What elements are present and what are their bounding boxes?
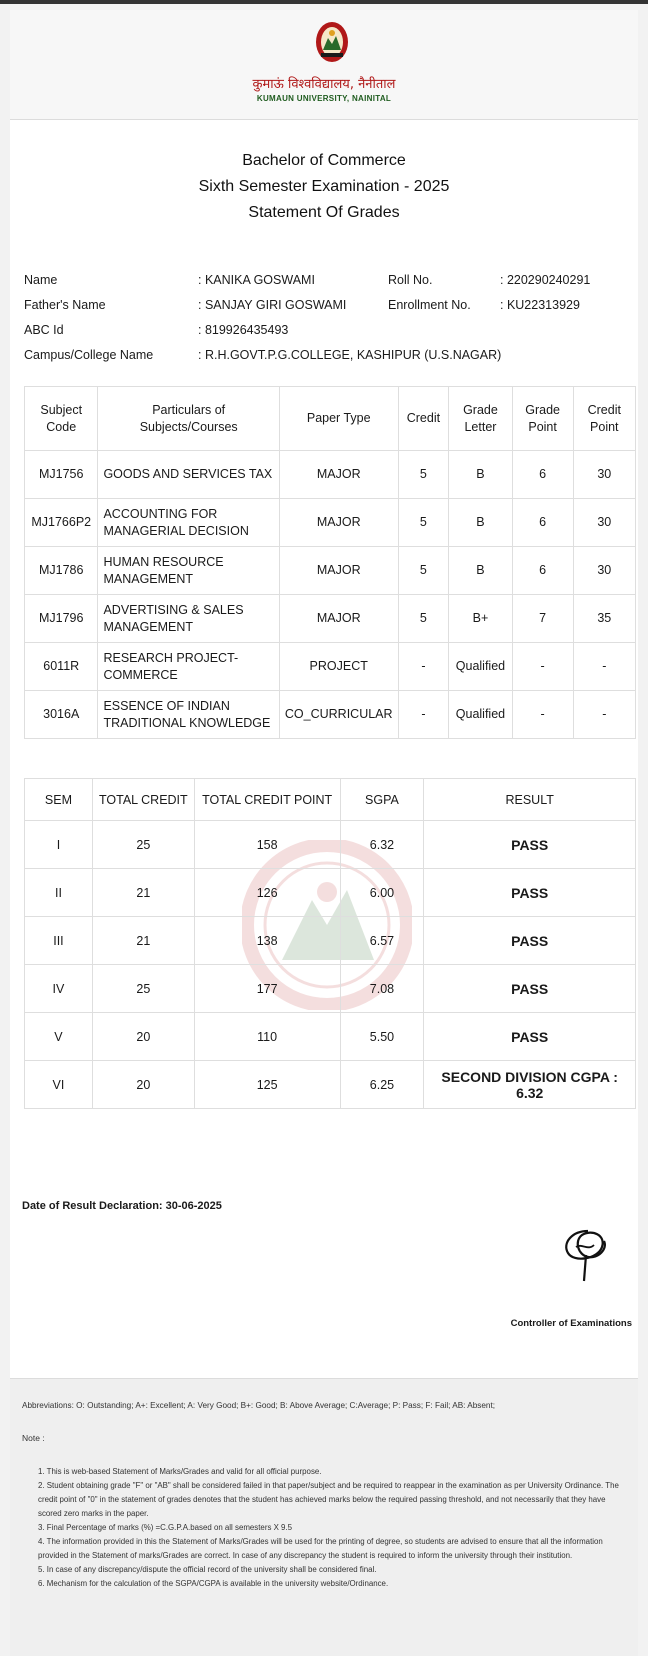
grade-letter: B (449, 451, 512, 499)
paper-type: MAJOR (279, 595, 398, 643)
header-sem: SEM (25, 779, 93, 821)
sgpa: 5.50 (340, 1013, 424, 1061)
result: PASS (424, 917, 636, 965)
semester: I (25, 821, 93, 869)
header-result: RESULT (424, 779, 636, 821)
university-logo-icon (314, 20, 350, 64)
credit: 5 (398, 595, 449, 643)
table-row (25, 691, 636, 739)
grade-point: 6 (512, 451, 573, 499)
semester: V (25, 1013, 93, 1061)
result: PASS (424, 869, 636, 917)
list-item: 3. Final Percentage of marks (%) =C.G.P.A.based on all semesters X 9.5 (38, 1523, 293, 1532)
grade-point: - (512, 691, 573, 739)
total-credit: 25 (92, 821, 194, 869)
header-credit-point: Credit Point (573, 387, 635, 451)
credit-point: 30 (573, 499, 635, 547)
sgpa: 6.00 (340, 869, 424, 917)
grade-point: - (512, 643, 573, 691)
enroll-label: Enrollment No. (388, 298, 471, 312)
header-credit: Credit (398, 387, 449, 451)
subject-code: 6011R (25, 643, 98, 691)
subject-code: MJ1796 (25, 595, 98, 643)
grade-statement (10, 120, 638, 1378)
paper-type: MAJOR (279, 499, 398, 547)
subject-code: 3016A (25, 691, 98, 739)
statement-title: Statement Of Grades (248, 204, 400, 221)
total-credit: 25 (92, 965, 194, 1013)
college-label: Campus/College Name (24, 348, 154, 362)
table-row (25, 965, 636, 1013)
list-item: 2. Student obtaining grade "F" or "AB" shall be considered failed in that paper/subject and be required to reappear in the examination as per University Ordinance. The credit point of "0" in the statement of grades denotes that the student has achieved marks below the required passing threshold, and not necessarily that they have scored zero marks in the paper. (38, 1481, 619, 1518)
subject-code: MJ1756 (25, 451, 98, 499)
university-name-english: KUMAUN UNIVERSITY, NAINITAL (256, 94, 392, 103)
credit: 5 (398, 547, 449, 595)
list-item: 5. In case of any discrepancy/dispute the official record of the university shall be considered final. (38, 1565, 377, 1574)
total-credit-point: 158 (194, 821, 340, 869)
result: SECOND DIVISION CGPA : 6.32 (424, 1061, 636, 1109)
total-credit: 20 (92, 1013, 194, 1061)
program-title: Bachelor of Commerce (242, 152, 406, 169)
total-credit: 20 (92, 1061, 194, 1109)
roll-label: Roll No. (388, 273, 433, 287)
header-grade-point: Grade Point (512, 387, 573, 451)
grade-letter: B+ (449, 595, 512, 643)
semester-summary-table (24, 778, 636, 1109)
subject-name: GOODS AND SERVICES TAX (98, 451, 279, 499)
credit-point: 30 (573, 547, 635, 595)
abc-id: : 819926435493 (198, 323, 289, 337)
exam-title: Sixth Semester Examination - 2025 (198, 178, 450, 195)
semester: III (25, 917, 93, 965)
signature-icon (558, 1225, 614, 1285)
table-row (25, 499, 636, 547)
header-grade-letter: Grade Letter (449, 387, 512, 451)
credit: - (398, 691, 449, 739)
total-credit: 21 (92, 917, 194, 965)
paper-type: MAJOR (279, 451, 398, 499)
subject-name: ESSENCE OF INDIAN TRADITIONAL KNOWLEDGE (98, 691, 279, 739)
semester: IV (25, 965, 93, 1013)
list-item: 1. This is web-based Statement of Marks/Grades and valid for all official purpose. (38, 1467, 322, 1476)
table-row (25, 1061, 636, 1109)
summary-header-row (25, 779, 636, 821)
table-row (25, 547, 636, 595)
note-label: Note : (22, 1433, 45, 1443)
credit: 5 (398, 499, 449, 547)
university-name-hindi: कुमाऊं विश्वविद्यालय, नैनीताल (252, 77, 396, 92)
header-sgpa: SGPA (340, 779, 424, 821)
abbreviations-text: Abbreviations: O: Outstanding; A+: Excellent; A: Very Good; B+: Good; B: Above Average; C:Average; P: Pass; F: Fail; AB: Absent; (22, 1401, 496, 1410)
roll-number: : 220290240291 (500, 273, 591, 287)
paper-type: MAJOR (279, 547, 398, 595)
father-name: : SANJAY GIRI GOSWAMI (198, 298, 347, 312)
grade-letter: B (449, 499, 512, 547)
college-name: : R.H.GOVT.P.G.COLLEGE, KASHIPUR (U.S.NAGAR) (198, 348, 502, 362)
university-header (10, 10, 638, 120)
credit-point: - (573, 643, 635, 691)
table-row (25, 595, 636, 643)
paper-type: PROJECT (279, 643, 398, 691)
sgpa: 6.25 (340, 1061, 424, 1109)
result: PASS (424, 965, 636, 1013)
credit: - (398, 643, 449, 691)
sgpa: 6.32 (340, 821, 424, 869)
sgpa: 7.08 (340, 965, 424, 1013)
credit-point: 30 (573, 451, 635, 499)
grade-letter: Qualified (449, 643, 512, 691)
subject-code: MJ1786 (25, 547, 98, 595)
header-total-credit-point: TOTAL CREDIT POINT (194, 779, 340, 821)
table-row (25, 869, 636, 917)
result: PASS (424, 821, 636, 869)
credit-point: 35 (573, 595, 635, 643)
table-row (25, 1013, 636, 1061)
top-border (0, 0, 648, 4)
subject-name: RESEARCH PROJECT-COMMERCE (98, 643, 279, 691)
total-credit: 21 (92, 869, 194, 917)
notes-list (38, 1465, 628, 1591)
student-info-labels (24, 268, 153, 368)
student-name: : KANIKA GOSWAMI (198, 273, 315, 287)
student-info-values-right (500, 268, 590, 318)
name-label: Name (24, 273, 58, 287)
list-item: 6. Mechanism for the calculation of the SGPA/CGPA is available in the university website/Ordinance. (38, 1579, 389, 1588)
header-subject-code: Subject Code (25, 387, 98, 451)
header-paper-type: Paper Type (279, 387, 398, 451)
list-item: 4. The information provided in this the Statement of Marks/Grades will be used for the printing of degree, so students are advised to ensure that all the information provided in the Statement of marks/Grades are correct. In case of any discrepancy the student is required to inform the university through their institution. (38, 1537, 603, 1560)
total-credit-point: 125 (194, 1061, 340, 1109)
semester: VI (25, 1061, 93, 1109)
notes-footer (10, 1378, 638, 1656)
grade-letter: B (449, 547, 512, 595)
result: PASS (424, 1013, 636, 1061)
total-credit-point: 138 (194, 917, 340, 965)
subject-name: ADVERTISING & SALES MANAGEMENT (98, 595, 279, 643)
sgpa: 6.57 (340, 917, 424, 965)
grade-point: 7 (512, 595, 573, 643)
controller-of-examinations: Controller of Examinations (510, 1318, 632, 1329)
total-credit-point: 110 (194, 1013, 340, 1061)
total-credit-point: 177 (194, 965, 340, 1013)
table-row (25, 643, 636, 691)
abc-label: ABC Id (24, 323, 64, 337)
subject-code: MJ1766P2 (25, 499, 98, 547)
table-row (25, 451, 636, 499)
father-label: Father's Name (24, 298, 106, 312)
header-total-credit: TOTAL CREDIT (92, 779, 194, 821)
header-particulars: Particulars of Subjects/Courses (98, 387, 279, 451)
credit-point: - (573, 691, 635, 739)
grade-letter: Qualified (449, 691, 512, 739)
grade-point: 6 (512, 499, 573, 547)
enrollment-number: : KU22313929 (500, 298, 580, 312)
subject-name: ACCOUNTING FOR MANAGERIAL DECISION (98, 499, 279, 547)
semester: II (25, 869, 93, 917)
document-titles (10, 148, 638, 226)
subject-name: HUMAN RESOURCE MANAGEMENT (98, 547, 279, 595)
grades-header-row (25, 387, 636, 451)
total-credit-point: 126 (194, 869, 340, 917)
result-declaration-date: Date of Result Declaration: 30-06-2025 (22, 1200, 222, 1212)
grade-point: 6 (512, 547, 573, 595)
grades-table (24, 386, 636, 739)
table-row (25, 821, 636, 869)
table-row (25, 917, 636, 965)
student-info-labels-right (388, 268, 471, 318)
paper-type: CO_CURRICULAR (279, 691, 398, 739)
credit: 5 (398, 451, 449, 499)
